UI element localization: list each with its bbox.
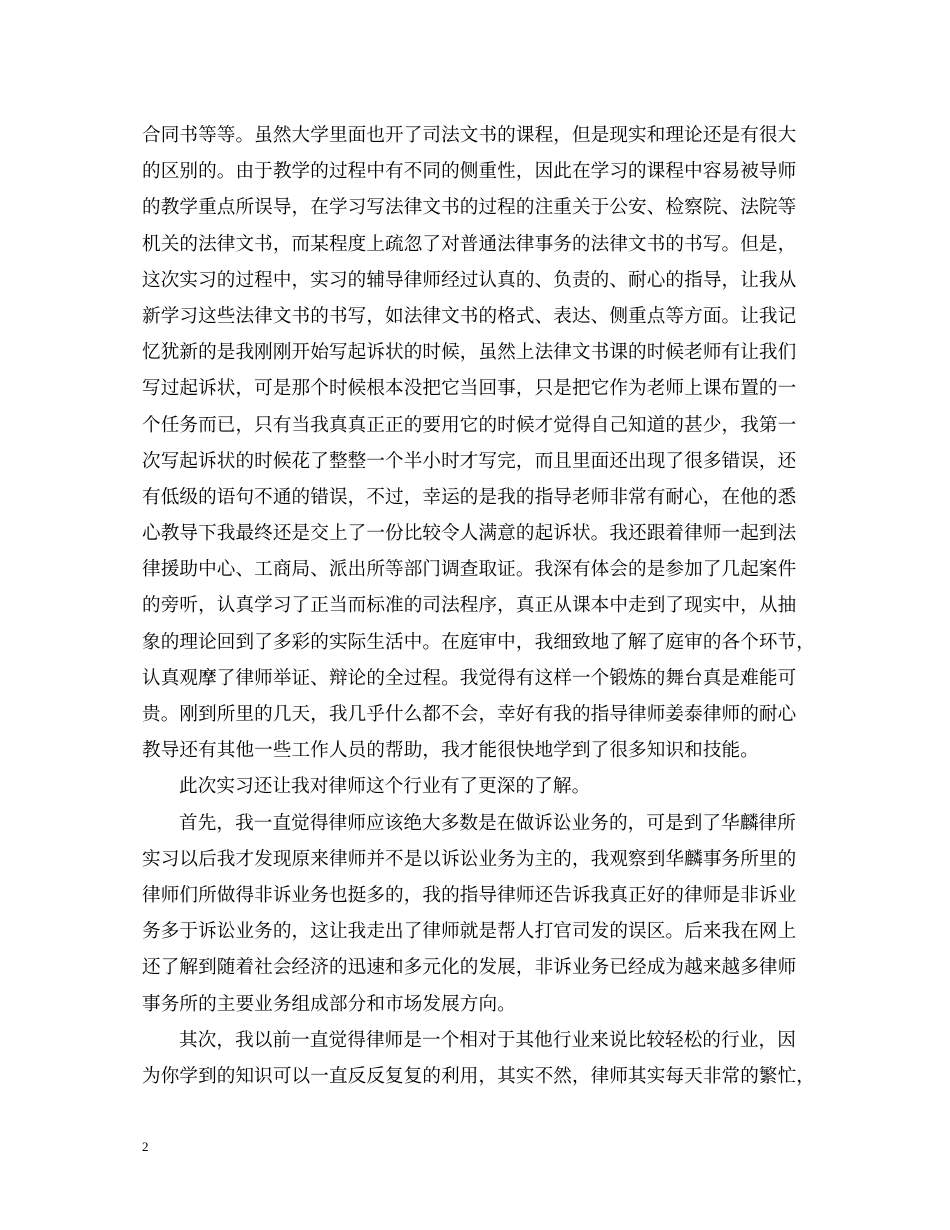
text-line: 忆犹新的是我刚刚开始写起诉状的时候，虽然上法律文书课的时候老师有让我们	[142, 342, 797, 364]
text-line: 这次实习的过程中，实习的辅导律师经过认真的、负责的、耐心的指导，让我从	[142, 269, 797, 291]
text-line: 次写起诉状的时候花了整整一个半小时才写完，而且里面还出现了很多错误，还	[142, 450, 797, 472]
text-line: 教导还有其他一些工作人员的帮助，我才能很快地学到了很多知识和技能。	[142, 740, 759, 762]
text-line: 贵。刚到所里的几天，我几乎什么都不会，幸好有我的指导律师姜泰律师的耐心	[142, 704, 797, 725]
text-line: 实习以后我才发现原来律师并不是以诉讼业务为主的，我观察到华麟事务所里的	[142, 848, 797, 870]
text-line: 个任务而已，只有当我真真正正的要用它的时候才觉得自己知道的甚少，我第一	[142, 414, 797, 436]
text-line: 律师们所做得非诉业务也挺多的，我的指导律师还告诉我真正好的律师是非诉业	[142, 884, 797, 906]
text-line: 事务所的主要业务组成部分和市场发展方向。	[142, 993, 516, 1015]
text-line: 为你学到的知识可以一直反反复复的利用，其实不然，律师其实每天非常的繁忙，	[142, 1065, 815, 1087]
text-line: 务多于诉讼业务的，这让我走出了律师就是帮人打官司发的误区。后来我在网上	[142, 921, 797, 943]
text-line: 机关的法律文书，而某程度上疏忽了对普通法律事务的法律文书的书写。但是，	[142, 233, 797, 255]
text-line: 写过起诉状，可是那个时候根本没把它当回事，只是把它作为老师上课布置的一	[142, 378, 797, 400]
text-line: 还了解到随着社会经济的迅速和多元化的发展，非诉业务已经成为越来越多律师	[142, 957, 797, 979]
text-line: 的旁听，认真学习了正当而标准的司法程序，真正从课本中走到了现实中，从抽	[142, 595, 797, 617]
text-line: 此次实习还让我对律师这个行业有了更深的了解。	[179, 776, 591, 798]
text-line: 律援助中心、工商局、派出所等部门调查取证。我深有体会的是参加了几起案件	[142, 559, 797, 581]
text-line: 首先，我一直觉得律师应该绝大多数是在做诉讼业务的，可是到了华麟律所	[179, 812, 796, 834]
body-text	[142, 118, 815, 1095]
text-line: 的教学重点所误导，在学习写法律文书的过程的注重关于公安、检察院、法院等	[142, 197, 797, 219]
text-line: 其次，我以前一直觉得律师是一个相对于其他行业来说比较轻松的行业，因	[179, 1029, 796, 1051]
text-line: 的区别的。由于教学的过程中有不同的侧重性，因此在学习的课程中容易被导师	[142, 161, 797, 183]
text-line: 认真观摩了律师举证、辩论的全过程。我觉得有这样一个锻炼的舞台真是难能可	[142, 667, 797, 689]
text-line: 有低级的语句不通的错误，不过，幸运的是我的指导老师非常有耐心，在他的悉	[142, 486, 797, 508]
text-line: 合同书等等。虽然大学里面也开了司法文书的课程，但是现实和理论还是有很大	[142, 125, 797, 146]
page-number: 2	[142, 1139, 149, 1154]
text-line: 心教导下我最终还是交上了一份比较令人满意的起诉状。我还跟着律师一起到法	[142, 523, 797, 545]
text-line: 新学习这些法律文书的书写，如法律文书的格式、表达、侧重点等方面。让我记	[142, 305, 797, 327]
text-line: 象的理论回到了多彩的实际生活中。在庭审中，我细致地了解了庭审的各个环节，	[142, 631, 815, 653]
